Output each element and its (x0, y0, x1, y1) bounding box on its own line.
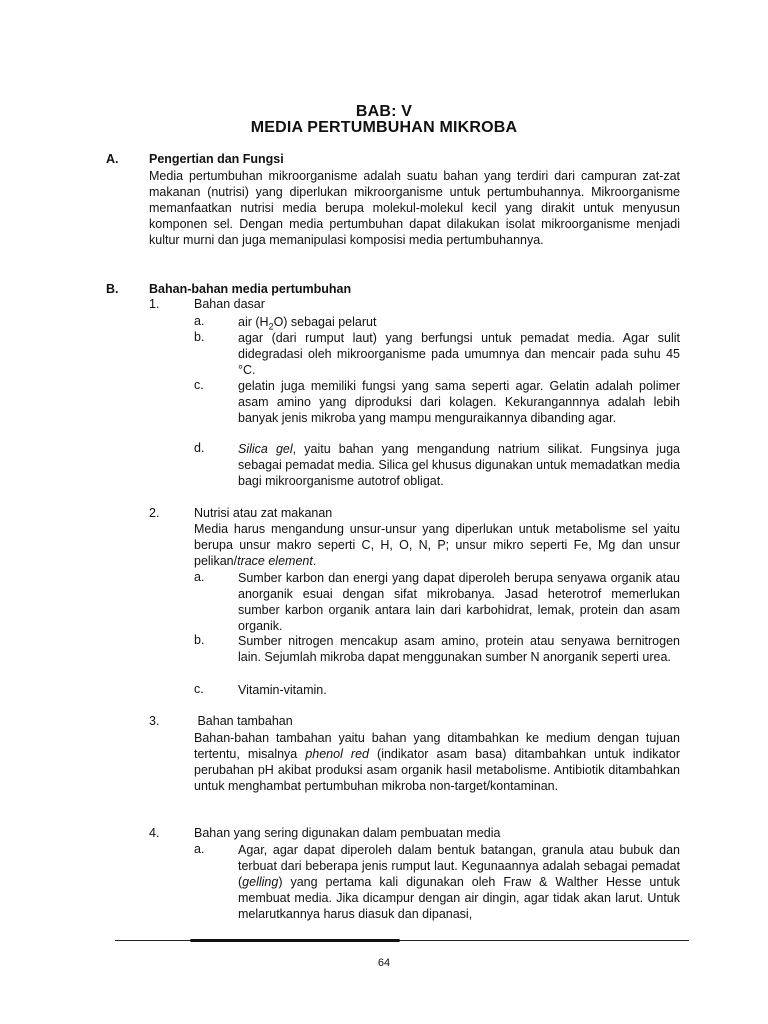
sub3-title: Bahan tambahan (194, 714, 293, 728)
sub1-item-b-text: agar (dari rumput laut) yang berfungsi untuk pemadat media. Agar sulit didegradasi oleh mikroorganisme pada umumnya dan mencair pada suhu 45 °C. (238, 331, 680, 378)
sub2-number: 2. (149, 506, 160, 520)
footer-divider-accent (190, 939, 400, 942)
sub1-item-c-letter: c. (194, 378, 204, 392)
sub2-intro: Media harus mengandung unsur-unsur yang diperlukan untuk metabolisme sel yaitu berupa unsur makro seperti C, H, O, N, P; unsur mikro seperti Fe, Mg dan unsur pelikan/trace element. (194, 522, 680, 569)
sub2-item-b-letter: b. (194, 633, 205, 647)
section-b-letter: B. (106, 282, 119, 296)
chapter-title: MEDIA PERTUMBUHAN MIKROBA (250, 119, 518, 136)
sub1-item-b-letter: b. (194, 330, 205, 344)
sub1-item-d-letter: d. (194, 441, 205, 455)
section-a-paragraph: Media pertumbuhan mikroorganisme adalah suatu bahan yang terdiri dari campuran zat-zat makanan (nutrisi) yang diperlukan mikroorganisme untuk pertumbuhannya. Mikroorganisme memanfaatkan nutrisi media berupa molekul-molekul kecil yang dirakit untuk menyusun komponen sel. Dengan media pertumbuhan dapat dilakukan isolat mikroorganisme menjadi kultur murni dan juga memanipulasi komposisi media pertumbuhannya. (149, 169, 680, 248)
sub2-item-a-text: Sumber karbon dan energi yang dapat diperoleh berupa senyawa organik atau anorganik esuai dengan sifat mikrobanya. Jasad heterotrof memerlukan sumber karbon organik antara lain dari karbohidrat, lemak, protein dan asam organik. (238, 571, 680, 634)
sub1-item-d-text: Silica gel, yaitu bahan yang mengandung natrium silikat. Fungsinya juga sebagai pemadat media. Silica gel khusus digunakan untuk memadatkan media bagi mikroorganisme autotrof obligat. (238, 442, 680, 489)
sub1-item-a-letter: a. (194, 314, 205, 328)
sub2-item-b-text: Sumber nitrogen mencakup asam amino, protein atau senyawa bernitrogen lain. Sejumlah mikroba dapat menggunakan sumber N anorganik seperti urea. (238, 634, 680, 665)
sub4-title: Bahan yang sering digunakan dalam pembuatan media (194, 826, 501, 840)
section-a-letter: A. (106, 152, 119, 166)
section-b-heading: Bahan-bahan media pertumbuhan (149, 282, 352, 296)
page-number: 64 (377, 957, 391, 969)
sub2-title: Nutrisi atau zat makanan (194, 506, 333, 520)
sub3-number: 3. (149, 714, 160, 728)
sub2-item-c-text: Vitamin-vitamin. (238, 683, 327, 697)
sub1-item-c-text: gelatin juga memiliki fungsi yang sama seperti agar. Gelatin adalah polimer asam amino yang diproduksi dari kolagen. Kekurangannnya adalah lebih banyak jenis mikroba yang mampu menguraikannya dibanding agar. (238, 379, 680, 426)
sub4-number: 4. (149, 826, 160, 840)
sub2-item-a-letter: a. (194, 570, 205, 584)
sub1-number: 1. (149, 297, 160, 311)
chapter-label: BAB: V (355, 103, 413, 120)
section-a-heading: Pengertian dan Fungsi (149, 152, 284, 166)
sub3-paragraph: Bahan-bahan tambahan yaitu bahan yang ditambahkan ke medium dengan tujuan tertentu, misalnya phenol red (indikator asam basa) ditambahkan untuk indikator perubahan pH akibat produksi asam organik hasil metabolisme. Antibiotik ditambahkan untuk menghambat pertumbuhan mikroba non-target/kontaminan. (194, 731, 680, 794)
sub4-item-a-text: Agar, agar dapat diperoleh dalam bentuk batangan, granula atau bubuk dan terbuat dari beberapa jenis rumput laut. Kegunaannya adalah sebagai pemadat (gelling) yang pertama kali digunakan oleh Fraw & Walther Hesse untuk membuat media. Jika dicampur dengan air dingin, agar tidak akan larut. Untuk melarutkannya harus diasuk dan dipanasi, (238, 843, 680, 922)
sub1-title: Bahan dasar (194, 297, 265, 311)
sub2-item-c-letter: c. (194, 682, 204, 696)
sub4-item-a-letter: a. (194, 842, 205, 856)
sub1-item-a-text: air $(H_2O)$ sebagai pelarut (238, 315, 377, 332)
